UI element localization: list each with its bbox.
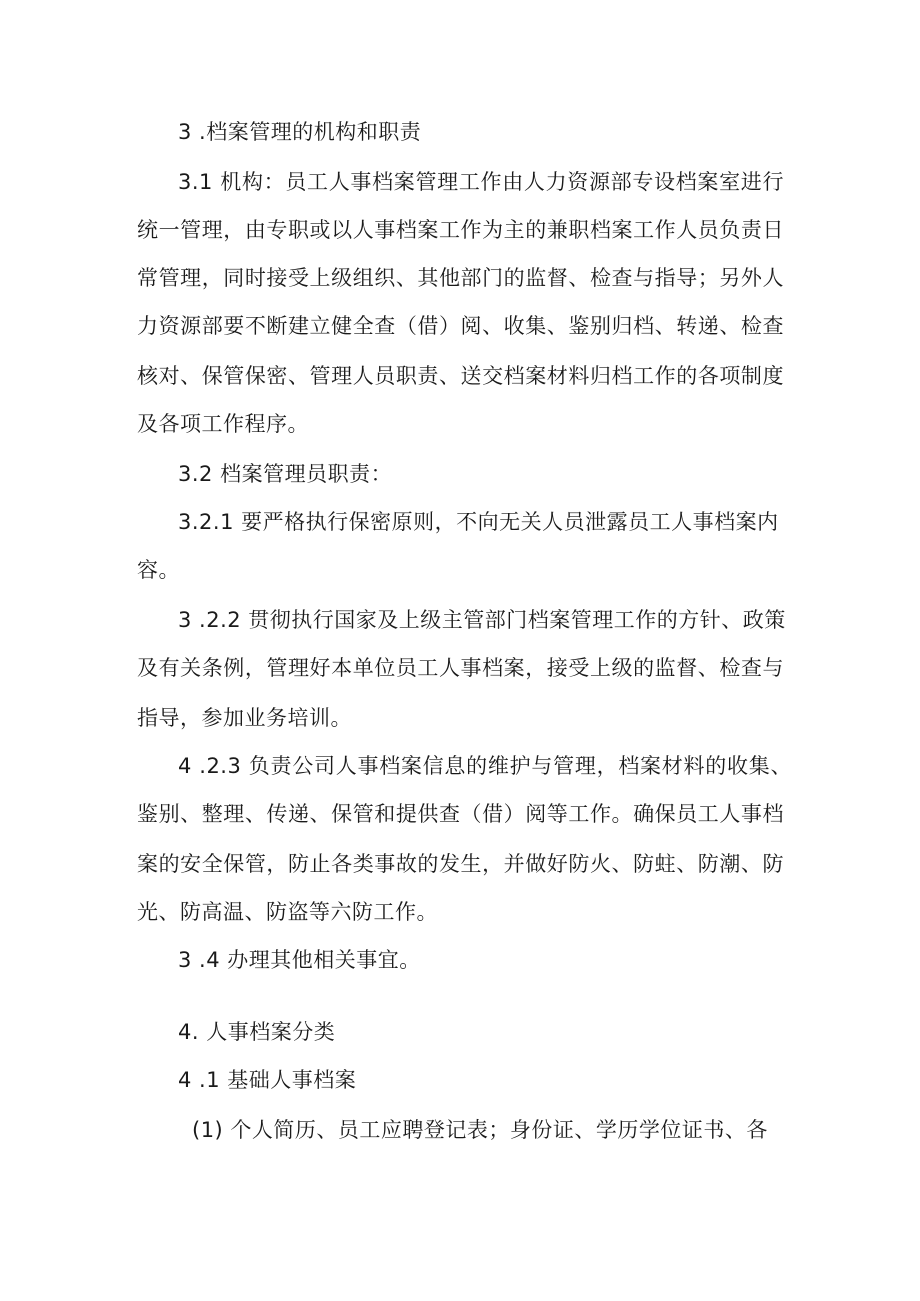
paragraph-line: 统一管理，由专职或以人事档案工作为主的兼职档案工作人员负责日 xyxy=(137,218,784,242)
paragraph-line: 鉴别、整理、传递、保管和提供查（借）阅等工作。确保员工人事档 xyxy=(137,802,784,826)
paragraph-line: 常管理，同时接受上级组织、其他部门的监督、检查与指导；另外人 xyxy=(137,266,784,290)
paragraph-line: 容。 xyxy=(137,558,180,582)
paragraph-line: 案的安全保管，防止各类事故的发生，并做好防火、防蛀、防潮、防 xyxy=(137,852,784,876)
paragraph-line: 及各项工作程序。 xyxy=(137,412,309,436)
paragraph-line: 3.1 机构：员工人事档案管理工作由人力资源部专设档案室进行 xyxy=(178,170,784,194)
paragraph-line: 3 .4 办理其他相关事宜。 xyxy=(178,948,421,972)
section-heading: 3.2 档案管理员职责： xyxy=(178,462,393,486)
paragraph-line: 核对、保管保密、管理人员职责、送交档案材料归档工作的各项制度 xyxy=(137,364,784,388)
paragraph-line: 光、防高温、防盗等六防工作。 xyxy=(137,900,438,924)
section-heading: 3 .档案管理的机构和职责 xyxy=(178,120,422,144)
list-item: (1) 个人简历、员工应聘登记表；身份证、学历学位证书、各 xyxy=(192,1118,768,1142)
paragraph-line: 及有关条例，管理好本单位员工人事档案，接受上级的监督、检查与 xyxy=(137,656,784,680)
subsection-heading: 4 .1 基础人事档案 xyxy=(178,1068,357,1092)
section-heading: 4. 人事档案分类 xyxy=(178,1020,336,1044)
paragraph-line: 力资源部要不断建立健全查（借）阅、收集、鉴别归档、转递、检查 xyxy=(137,314,784,338)
paragraph-line: 3.2.1 要严格执行保密原则，不向无关人员泄露员工人事档案内 xyxy=(178,510,779,534)
paragraph-line: 4 .2.3 负责公司人事档案信息的维护与管理，档案材料的收集、 xyxy=(178,754,792,778)
paragraph-line: 指导，参加业务培训。 xyxy=(137,706,352,730)
paragraph-line: 3 .2.2 贯彻执行国家及上级主管部门档案管理工作的方针、政策 xyxy=(178,608,786,632)
